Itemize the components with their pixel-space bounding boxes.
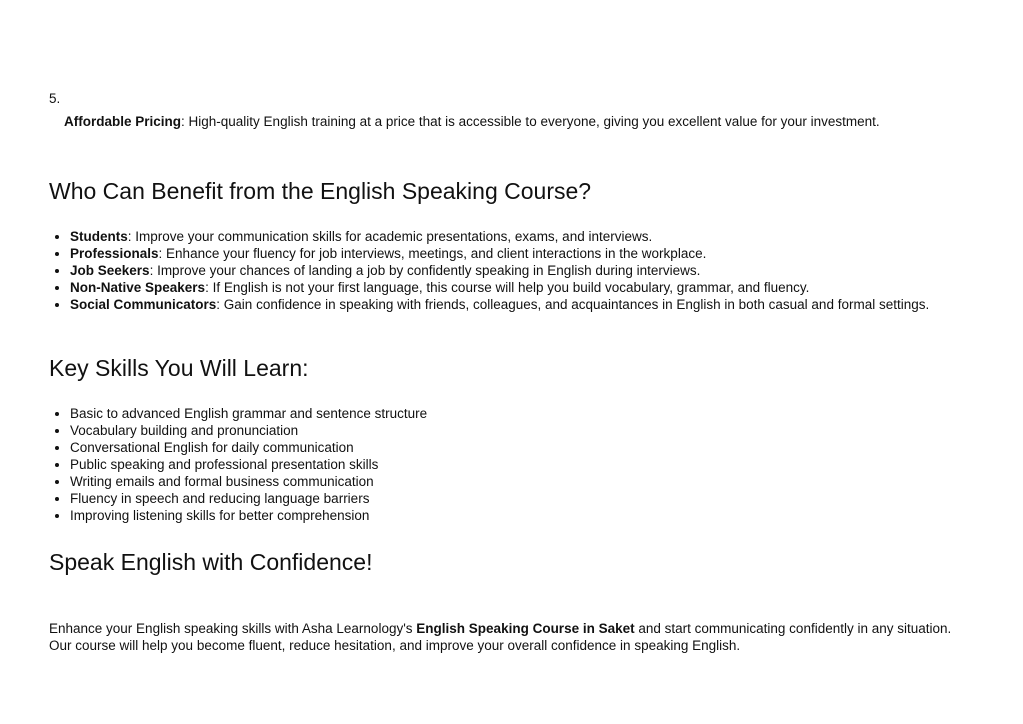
list-item — [70, 262, 950, 279]
paragraph-text-end: and start communicating confidently in any situation. Our course will help you become fluent, reduce hesitation, and improve your overall confidence in speaking English. — [49, 620, 952, 653]
list-item-text: : Enhance your fluency for job interviews, meetings, and client interactions in the workplace. — [158, 246, 707, 261]
list-item-text: : If English is not your first language, this course will help you build vocabulary, grammar, and fluency. — [205, 280, 810, 295]
benefit-heading: Who Can Benefit from the English Speaking Course? — [49, 178, 592, 204]
list-item — [70, 228, 950, 245]
list-item-text: : Improve your chances of landing a job by confidently speaking in English during interviews. — [149, 263, 701, 278]
skills-heading: Key Skills You Will Learn: — [49, 355, 309, 381]
list-item: • Basic to advanced English grammar and sentence structure — [70, 405, 950, 422]
list-item-term: Professionals — [70, 246, 159, 261]
confidence-paragraph — [49, 620, 959, 654]
course-name: English Speaking Course in Saket — [416, 620, 635, 636]
paragraph-text-start: Enhance your English speaking skills with Asha Learnology's — [49, 620, 417, 636]
list-number: 5. — [49, 91, 61, 106]
list-item: • Conversational English for daily communication — [70, 439, 950, 456]
numbered-item-term: Affordable Pricing — [64, 114, 182, 129]
confidence-heading: Speak English with Confidence! — [49, 549, 373, 575]
list-item: • Fluency in speech and reducing language barriers — [70, 490, 950, 507]
list-item: • Public speaking and professional presentation skills — [70, 456, 950, 473]
skills-list — [49, 405, 950, 524]
list-item-term: Non-Native Speakers — [70, 280, 206, 295]
numbered-item-text — [64, 113, 880, 130]
numbered-item-description: : High-quality English training at a price that is accessible to everyone, giving you excellent value for your investment. — [181, 114, 880, 129]
list-item-term: Social Communicators — [70, 297, 217, 312]
list-item-term: Job Seekers — [70, 263, 150, 278]
list-item-text: : Gain confidence in speaking with friends, colleagues, and acquaintances in English in both casual and formal settings. — [216, 297, 930, 312]
list-item: • Vocabulary building and pronunciation — [70, 422, 950, 439]
list-item: • Improving listening skills for better comprehension — [70, 507, 950, 524]
list-item-term: Students — [70, 229, 128, 244]
list-item: • Writing emails and formal business communication — [70, 473, 950, 490]
benefit-list — [49, 228, 950, 313]
list-item-text: : Improve your communication skills for academic presentations, exams, and interviews. — [127, 229, 653, 244]
list-item — [70, 296, 950, 313]
list-item — [70, 279, 950, 296]
list-item — [70, 245, 950, 262]
